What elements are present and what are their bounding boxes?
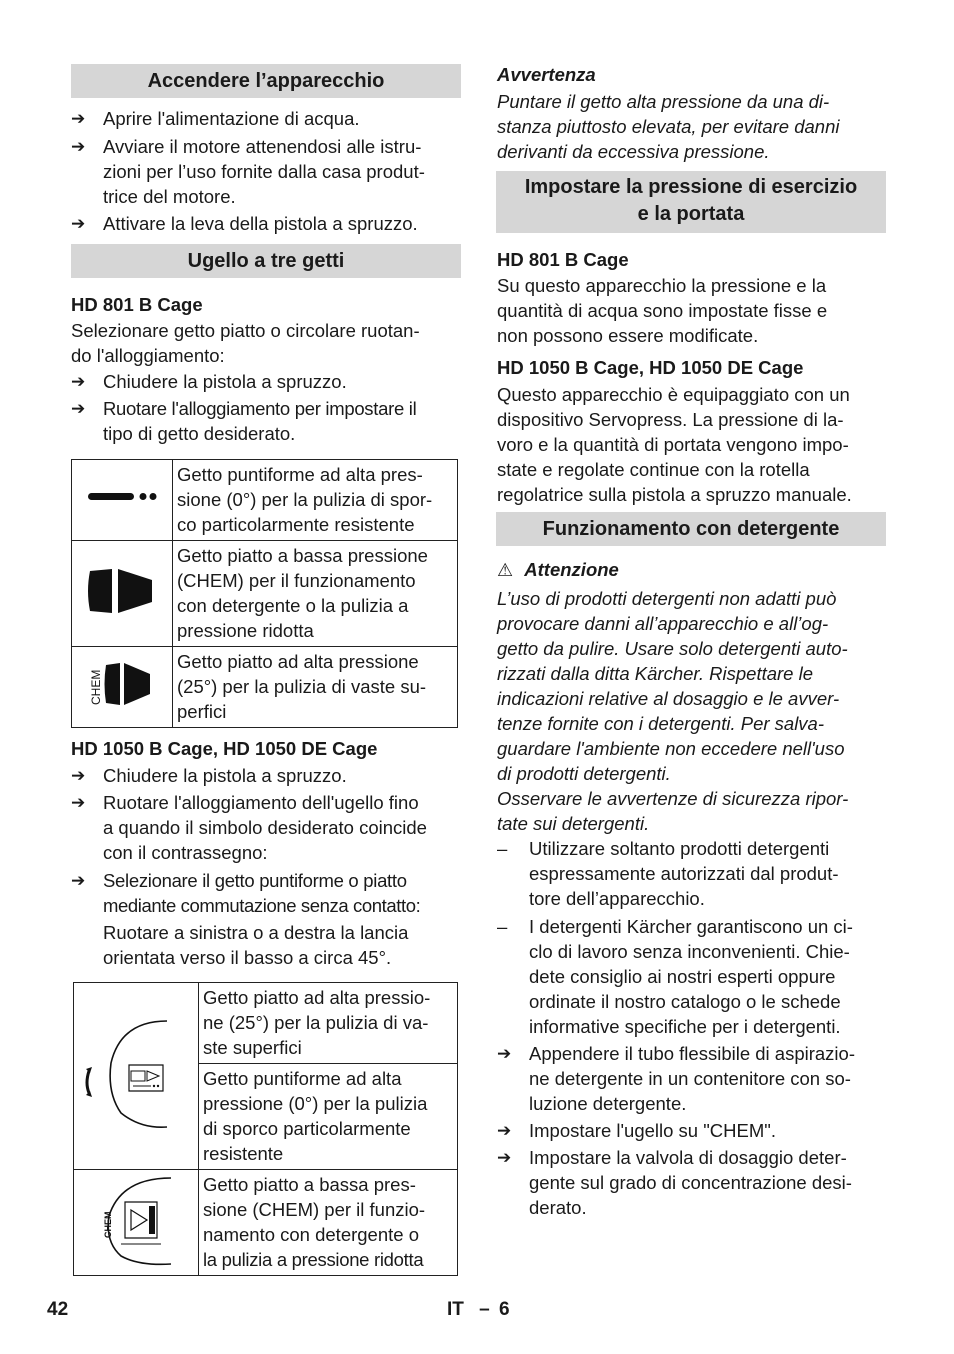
- table-row: [72, 647, 458, 728]
- chem-label: CHEM: [103, 1211, 113, 1238]
- table-row: [72, 541, 458, 647]
- arrow-icon: ➔: [71, 214, 86, 233]
- avvertenza-title: Avvertenza: [497, 64, 596, 85]
- arrow-icon: ➔: [497, 1044, 512, 1063]
- section-header-ugello: Ugello a tre getti: [71, 244, 461, 278]
- paragraph-hd1050-right: Questo apparecchio è equipaggiato con un dispositivo Servopress. La pressione di la- voro e la quantità di portata vengono impo- state e regolate continue con la rotella regolatrice sulla pistola a spruzzo manuale.: [497, 384, 852, 505]
- subheading-hd1050-right: HD 1050 B Cage, HD 1050 DE Cage: [497, 357, 804, 378]
- subheading-hd801-right: HD 801 B Cage: [497, 249, 629, 270]
- chem-label: CHEM: [89, 669, 103, 705]
- step-avviare: ➔ Avviare il motore attenendosi alle istru- zioni per l’uso fornite dalla casa produt- trice del motore.: [71, 136, 425, 207]
- attenzione-text: L’uso di prodotti detergenti non adatti può provocare danni all’apparecchio e all’og- getto da pulire. Usare solo detergenti auto- rizzati dalla ditta Kärcher. Rispettare le indicazioni relative al dosaggio e le avver- tenze fornite con i detergenti. Per salva- guardare l'ambiente non eccedere nell'uso di prodotti detergenti. Osservare le avvertenze di sicurezza ripor- tate sui detergenti.: [497, 588, 849, 834]
- table-cell: Getto puntiforme ad alta pres- sione (0°) per la pulizia di spor- co particolarmente resistente: [173, 460, 458, 541]
- section-header-pressione: Impostare la pressione di esercizio e la portata: [496, 171, 886, 233]
- subheading-hd801-left: HD 801 B Cage: [71, 294, 203, 315]
- jet-table-801: [71, 459, 458, 728]
- dash-item-utilizzare: – Utilizzare soltanto prodotti detergenti espressamente autorizzati dal produt- tore dell’apparecchio.: [497, 838, 839, 909]
- arrow-icon: ➔: [71, 793, 86, 812]
- arrow-icon: ➔: [71, 137, 86, 156]
- warning-icon: ⚠: [497, 560, 514, 581]
- paragraph-hd801-right: Su questo apparecchio la pressione e la quantità di acqua sono impostate fisse e non possono essere modificate.: [497, 275, 828, 346]
- step-appendere: ➔ Appendere il tubo flessibile di aspirazio- ne detergente in un contenitore con so- luzione detergente.: [497, 1043, 855, 1114]
- table-row: [74, 1170, 458, 1276]
- flat-jet-high-icon: [72, 647, 173, 728]
- nozzle-chem-icon: [74, 1170, 199, 1276]
- table-cell: Getto piatto a bassa pres- sione (CHEM) per il funzio- namento con detergente o la pulizia a pressione ridotta: [199, 1170, 458, 1276]
- table-cell: Getto piatto a bassa pressione (CHEM) per il funzionamento con detergente o la pulizia a pressione ridotta: [173, 541, 458, 647]
- point-jet-icon: [72, 460, 173, 541]
- subheading-hd1050-left: HD 1050 B Cage, HD 1050 DE Cage: [71, 738, 378, 759]
- table-cell: Getto piatto ad alta pressio- ne (25°) per la pulizia di va- ste superfici: [199, 983, 458, 1064]
- dash-item-detergenti: – I detergenti Kärcher garantiscono un ci- clo di lavoro senza inconvenienti. Chie- dete consiglio ai nostri esperti oppure ordinate il nostro catalogo o le schede informative specifiche per i detergenti.: [497, 916, 853, 1037]
- avvertenza-text: Puntare il getto alta pressione da una di- stanza piuttosto elevata, per evitare danni derivanti da eccessiva pressione.: [497, 91, 840, 162]
- footer-lang: IT – 6: [447, 1299, 510, 1320]
- arrow-icon: ➔: [71, 399, 86, 418]
- table-row: [72, 460, 458, 541]
- arrow-icon: ➔: [497, 1148, 512, 1167]
- step-ruotare-801: ➔ Ruotare l'alloggiamento per impostare il tipo di getto desiderato.: [71, 398, 417, 444]
- arrow-icon: ➔: [71, 372, 86, 391]
- table-cell: Getto piatto ad alta pressione (25°) per la pulizia di vaste su- perfici: [173, 647, 458, 728]
- arrow-icon: ➔: [71, 109, 86, 128]
- attenzione-title: ⚠ Attenzione: [497, 559, 619, 581]
- step-ruotare-1050: ➔ Ruotare l'alloggiamento dell'ugello fino a quando il simbolo desiderato coincide con il contrassegno:: [71, 792, 427, 863]
- step-impostare-valvola: ➔ Impostare la valvola di dosaggio deter- gente sul grado di concentrazione desi- derato.: [497, 1147, 852, 1218]
- table-cell: Getto puntiforme ad alta pressione (0°) per la pulizia di sporco particolarmente resistente: [199, 1064, 458, 1170]
- paragraph-hd801-left: Selezionare getto piatto o circolare ruotan- do l'alloggiamento:: [71, 320, 420, 366]
- table-row: [74, 983, 458, 1064]
- flat-jet-low-icon: [72, 541, 173, 647]
- step-selezionare-1050: ➔ Selezionare il getto puntiforme o piatto mediante commutazione senza contatto: Ruotare a sinistra o a destra la lancia orientata verso il basso a circa 45°.: [71, 870, 421, 968]
- arrow-icon: ➔: [71, 871, 86, 890]
- arrow-icon: ➔: [71, 766, 86, 785]
- section-header-accendere: Accendere l’apparecchio: [71, 64, 461, 98]
- section-header-detergente: Funzionamento con detergente: [496, 512, 886, 546]
- page-number: 42: [47, 1299, 69, 1320]
- nozzle-rotation-icon: [74, 983, 199, 1170]
- jet-table-1050: [73, 982, 458, 1276]
- arrow-icon: ➔: [497, 1121, 512, 1140]
